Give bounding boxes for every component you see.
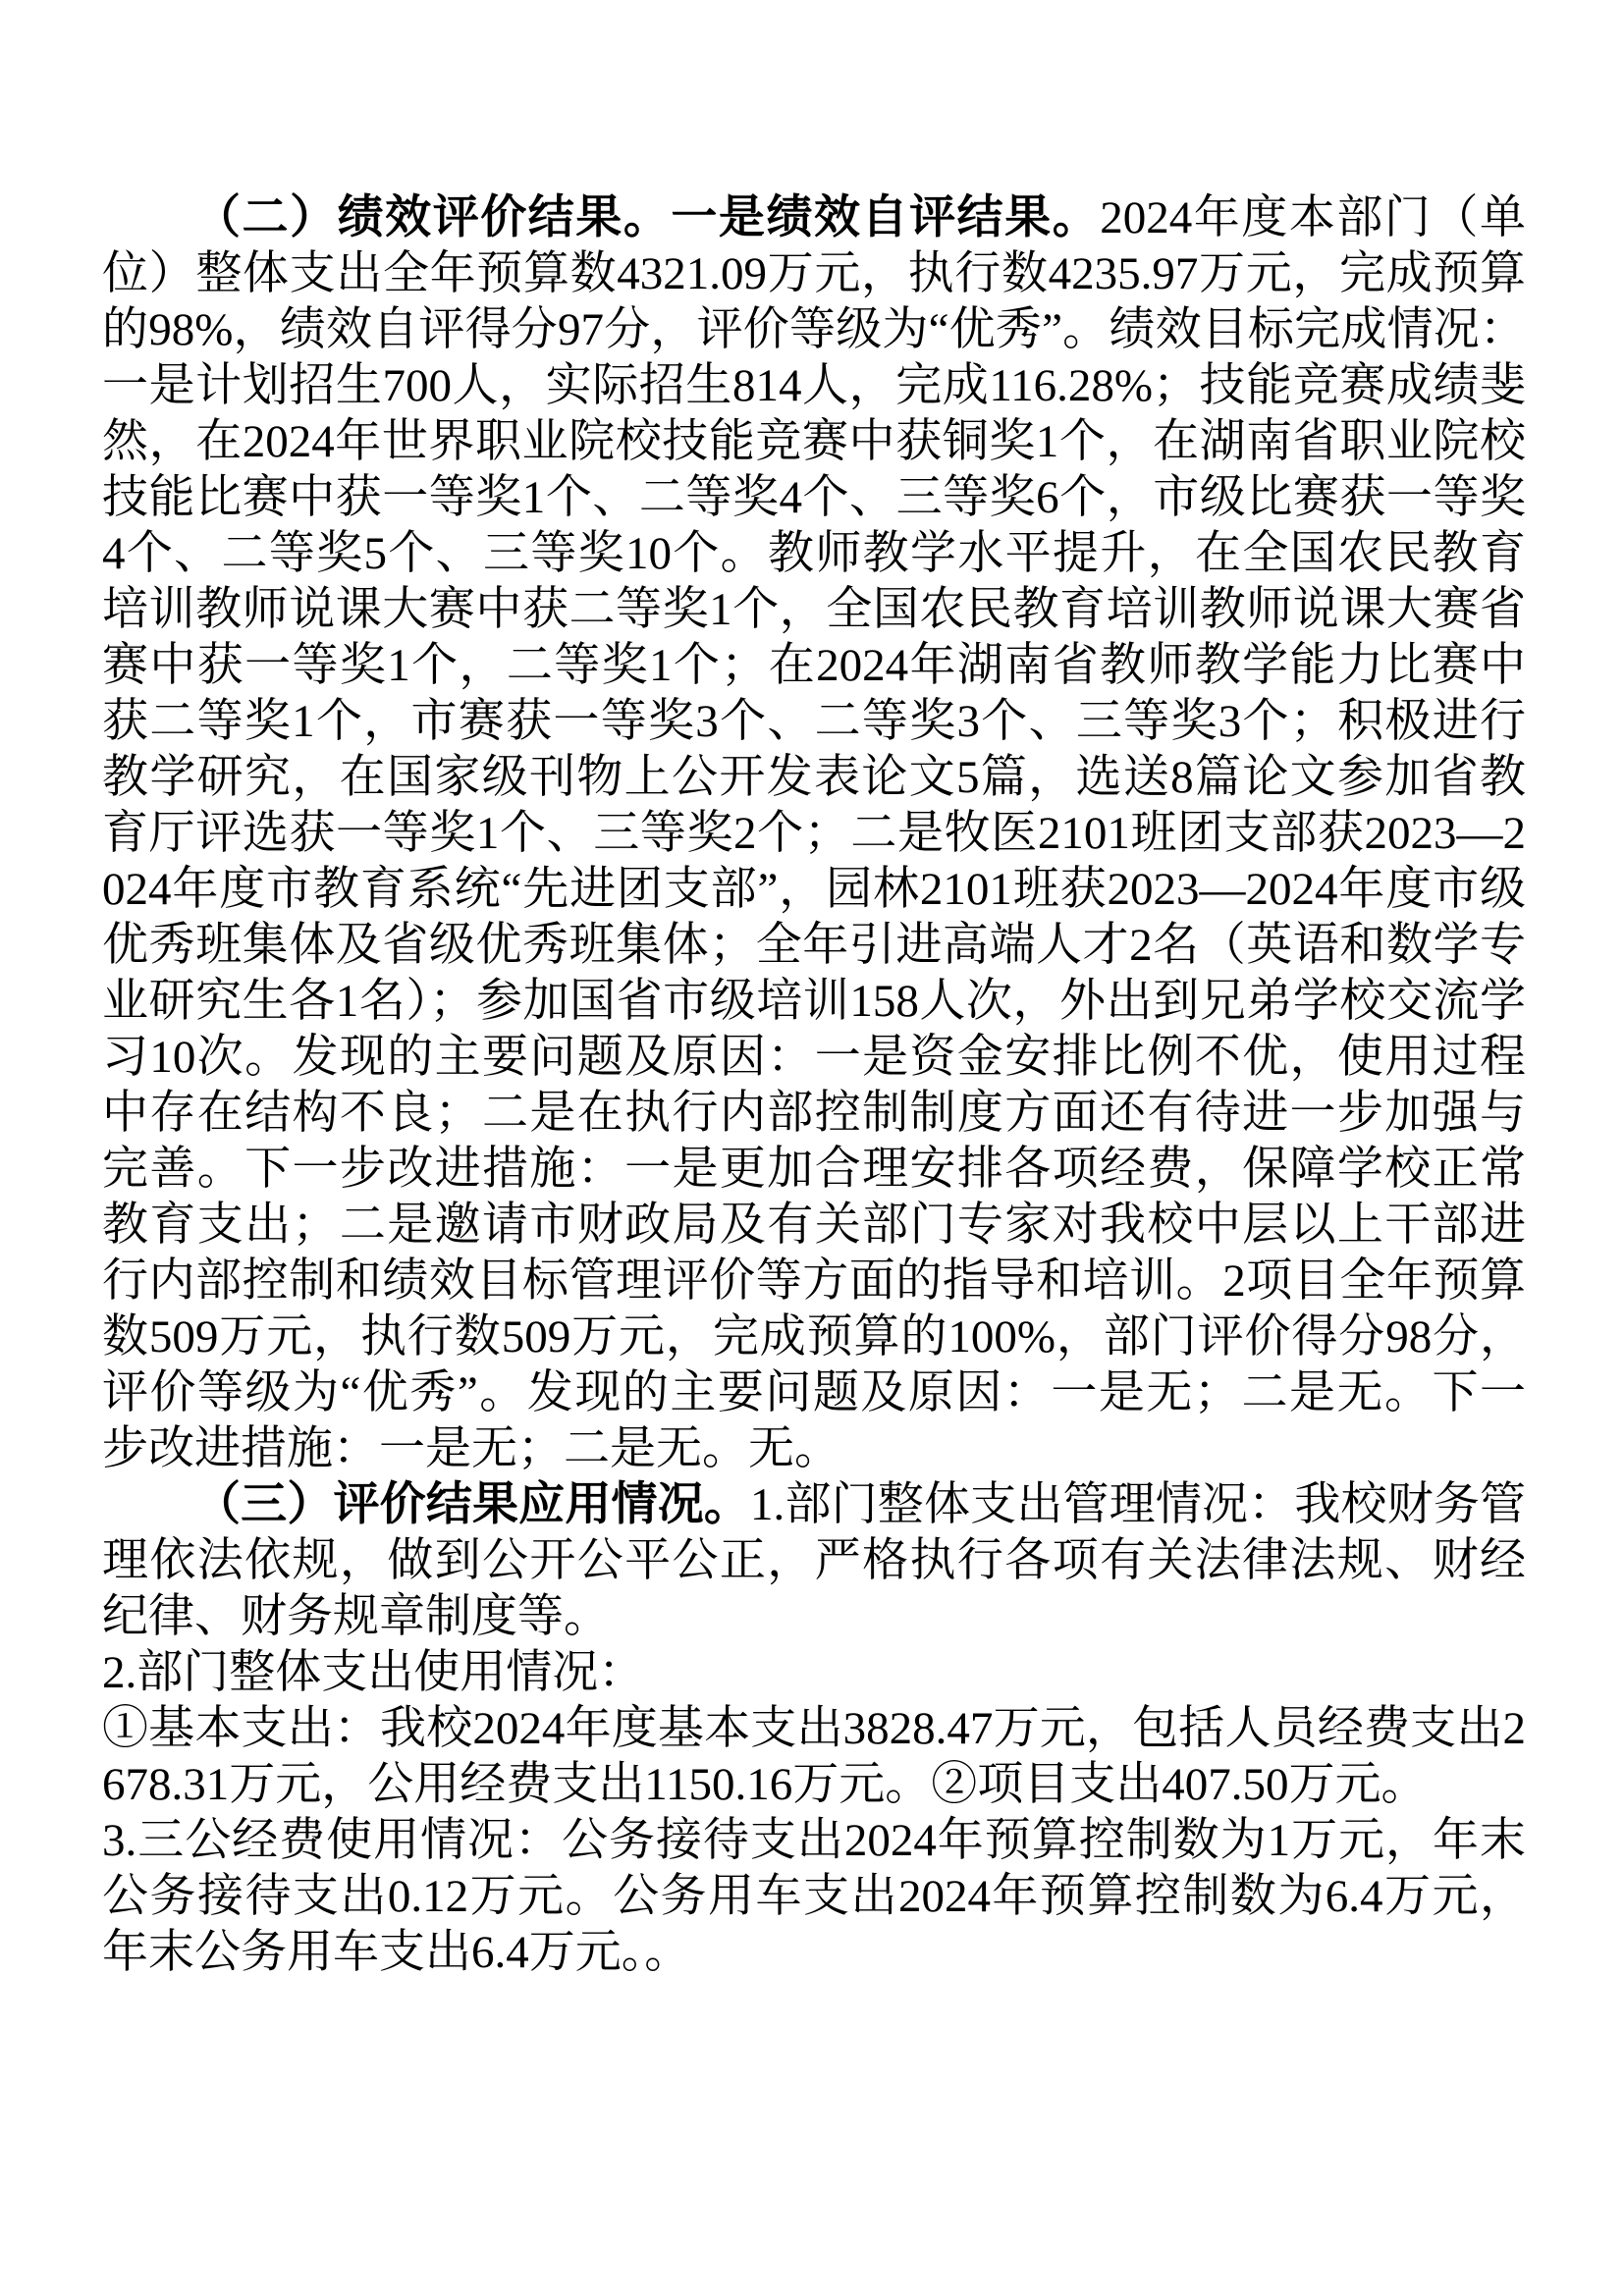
paragraph-text: 2.部门整体支出使用情况：: [102, 1647, 645, 1698]
paragraph-evaluation-result-application: [102, 1477, 1526, 1645]
paragraph-text: 1.部门整体支出管理情况：我校财务管理依法依规，做到公开公平公正，严格执行各项有关法律法规、财经纪律、财务规章制度等。: [102, 1479, 1527, 1642]
paragraph-text: 2024年度本部门（单位）整体支出全年预算数4321.09万元，执行数4235.97万元，完成预算的98%，绩效自评得分97分，评价等级为“优秀”。绩效目标完成情况：一是计划招生700人，实际招生814人，完成116.28%；技能竞赛成绩斐然，在2024年世界职业院校技能竞赛中获铜奖1个，在湖南省职业院校技能比赛中获一等奖1个、二等奖4个、三等奖6个，市级比赛获一等奖4个、二等奖5个、三等奖10个。教师教学水平提升，在全国农民教育培训教师说课大赛中获二等奖1个，全国农民教育培训教师说课大赛省赛中获一等奖1个，二等奖1个；在2024年湖南省教师教学能力比赛中获二等奖1个，市赛获一等奖3个、二等奖3个、三等奖3个；积极进行教学研究，在国家级刊物上公开发表论文5篇，选送8篇论文参加省教育厅评选获一等奖1个、三等奖2个；二是牧医2101班团支部获2023—2024年度市教育系统“先进团支部”，园林2101班获2023—2024年度市级优秀班集体及省级优秀班集体；全年引进高端人才2名（英语和数学专业研究生各1名）；参加国省市级培训158人次，外出到兄弟学校交流学习10次。发现的主要问题及原因：一是资金安排比例不优，使用过程中存在结构不良；二是在执行内部控制制度方面还有待进一步加强与完善。下一步改进措施：一是更加合理安排各项经费，保障学校正常教育支出；二是邀请市财政局及有关部门专家对我校中层以上干部进行内部控制和绩效目标管理评价等方面的指导和培训。2项目全年预算数509万元，执行数509万元，完成预算的100%，部门评价得分98分，评价等级为“优秀”。发现的主要问题及原因：一是无；二是无。下一步改进措施：一是无；二是无。无。: [102, 192, 1527, 1474]
paragraph-text: ①基本支出：我校2024年度基本支出3828.47万元，包括人员经费支出2678.31万元，公用经费支出1150.16万元。②项目支出407.50万元。: [102, 1703, 1526, 1810]
paragraph-basic-expenditure: [102, 1701, 1526, 1813]
section-heading-evaluation-application: （三）评价结果应用情况。: [194, 1479, 751, 1530]
section-heading-performance-evaluation: （二）绩效评价结果。一是绩效自评结果。: [194, 192, 1101, 243]
paragraph-text: 3.三公经费使用情况：公务接待支出2024年预算控制数为1万元，年末公务接待支出0.12万元。公务用车支出2024年预算控制数为6.4万元，年末公务用车支出6.4万元。。: [102, 1815, 1526, 1978]
paragraph-performance-evaluation-results: [102, 190, 1526, 1477]
report-body: [102, 190, 1526, 1981]
paragraph-overall-expenditure-usage: [102, 1645, 1526, 1701]
paragraph-three-public-funds: [102, 1813, 1526, 1981]
